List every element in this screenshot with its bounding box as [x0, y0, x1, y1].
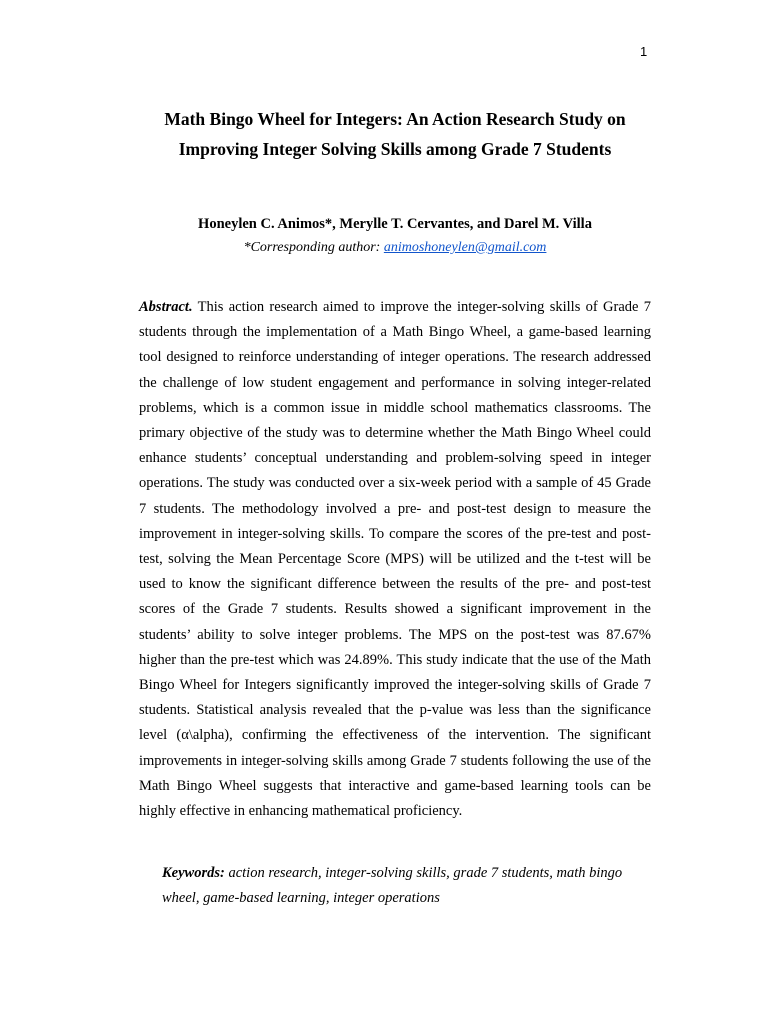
keywords-list: action research, integer-solving skills, grade 7 students, math bingo wheel, game-based learning, integer operations	[162, 865, 623, 906]
corresponding-author-line	[139, 238, 651, 258]
page-number: 1	[640, 44, 648, 59]
corresponding-author-email-link[interactable]: animoshoneylen@gmail.com	[383, 240, 547, 255]
abstract-label: Abstract.	[139, 299, 193, 315]
corresponding-author-label: *Corresponding author	[243, 240, 376, 255]
paper-title-line-2: Improving Integer Solving Skills among Grade 7 Students	[178, 139, 612, 159]
corresponding-author-separator: :	[375, 240, 384, 255]
keywords-section	[162, 861, 632, 911]
paper-title-line-1: Math Bingo Wheel for Integers: An Action Research Study on	[164, 109, 626, 129]
keywords-label: Keywords:	[162, 865, 225, 881]
abstract-body: This action research aimed to improve the integer-solving skills of Grade 7 students through the implementation of a Math Bingo Wheel, a game-based learning tool designed to reinforce understanding of integer operations. The research addressed the challenge of low student engagement and performance in solving integer-related problems, which is a common issue in middle school mathematics classrooms. The primary objective of the study was to determine whether the Math Bingo Wheel could enhance students’ conceptual understanding and problem-solving speed in integer operations. The study was conducted over a six-week period with a sample of 45 Grade 7 students. The methodology involved a pre- and post-test design to measure the improvement in integer-solving skills. To compare the scores of the pre-test and post-test, solving the Mean Percentage Score (MPS) will be utilized and the t-test will be used to know the significant difference between the results of the pre- and post-test scores of the Grade 7 students. Results showed a significant improvement in the students’ ability to solve integer problems. The MPS on the post-test was 87.67% higher than the pre-test which was 24.89%. This study indicate that the use of the Math Bingo Wheel for Integers significantly improved the integer-solving skills of Grade 7 students. Statistical analysis revealed that the p-value was less than the significance level (α\alpha), confirming the effectiveness of the intervention. The significant improvements in integer-solving skills among Grade 7 students following the use of the Math Bingo Wheel suggests that interactive and game-based learning tools can be highly effective in enhancing mathematical proficiency.	[139, 299, 651, 820]
abstract-section	[139, 295, 651, 824]
author-list: Honeylen C. Animos*, Merylle T. Cervantes, and Darel M. Villa	[198, 216, 592, 232]
paper-title	[139, 104, 651, 164]
